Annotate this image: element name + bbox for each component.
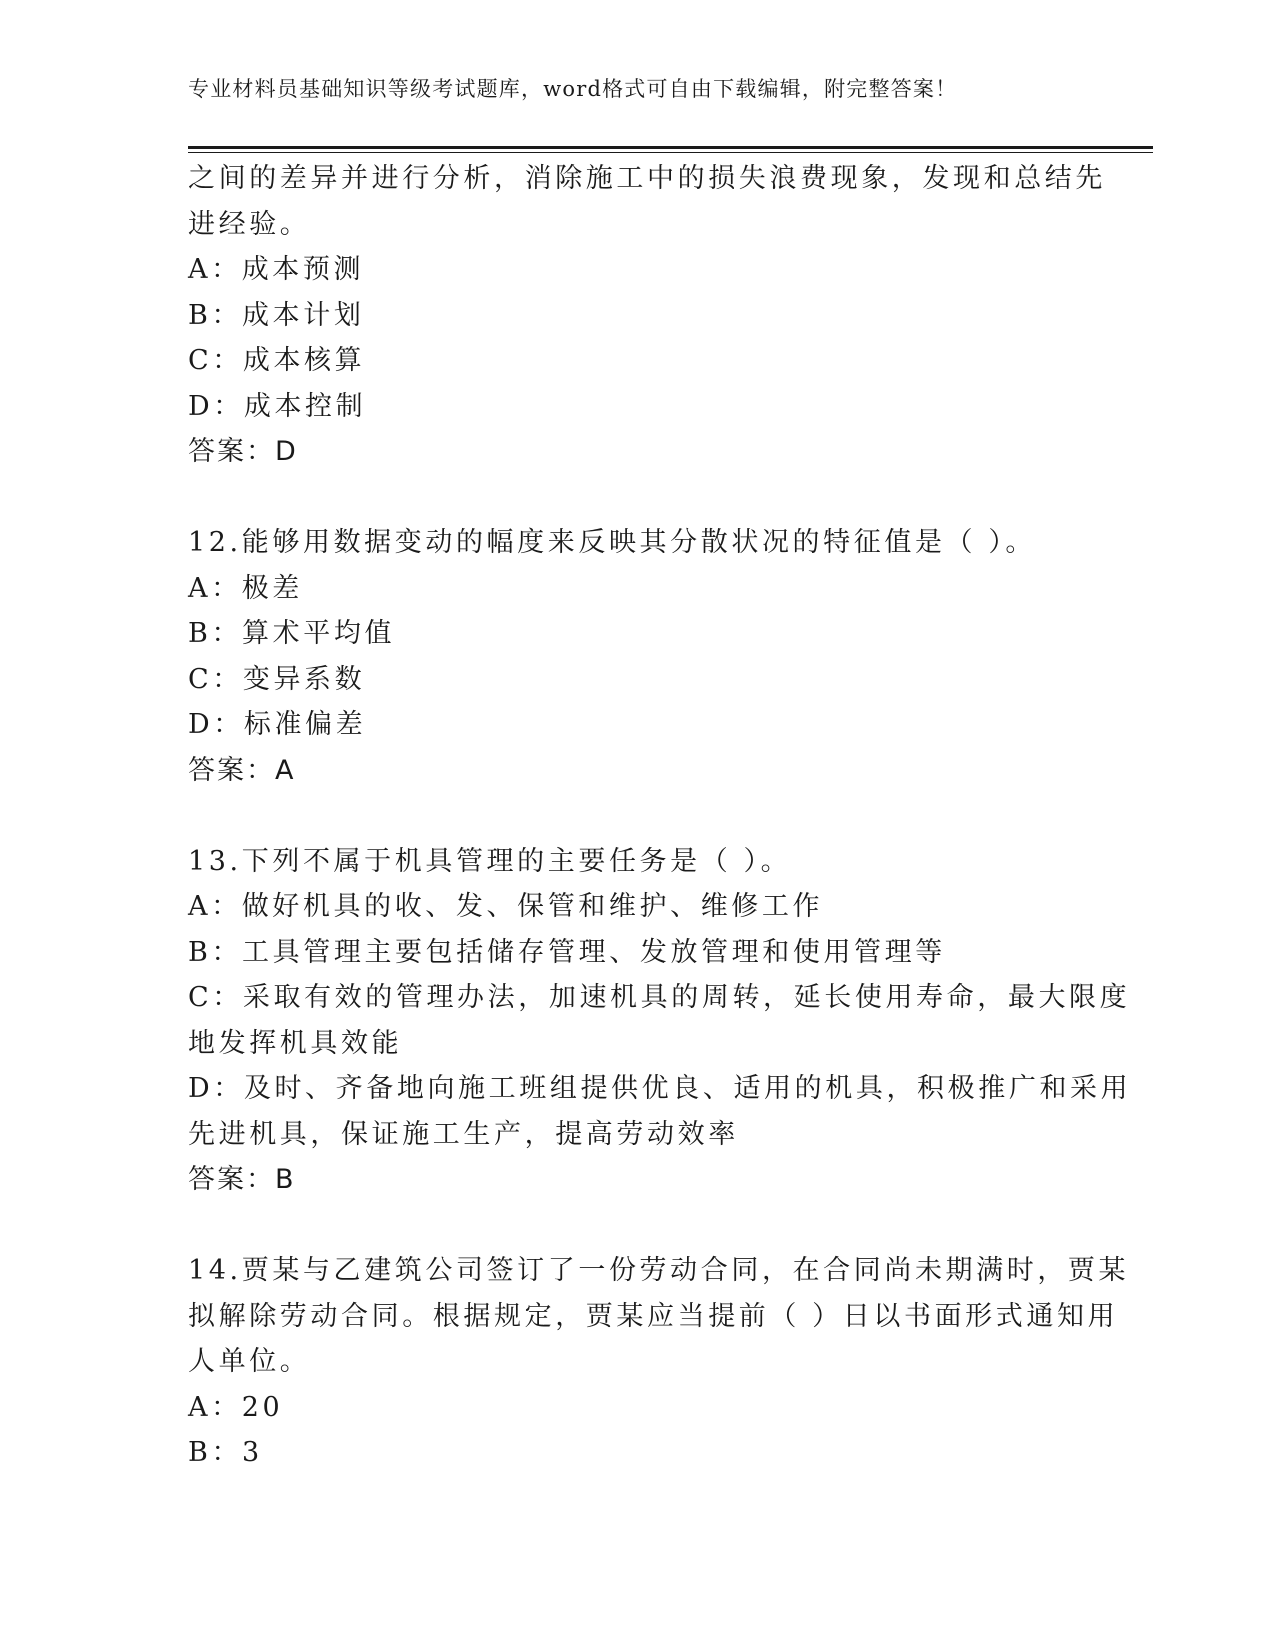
option-d-continued: 先进机具，保证施工生产，提高劳动效率 [188,1118,739,1150]
option-a: A：极差 [188,572,303,604]
spacer [188,793,1088,839]
question-12 [188,520,1088,793]
document-body [188,156,1132,1476]
option-a: A：成本预测 [188,254,365,285]
answer-line: 答案：A [188,754,296,786]
question-stem-line: 人单位。 [188,1346,311,1377]
question-stem-line: 13.下列不属于机具管理的主要任务是（ ）。 [188,845,792,877]
option-b: B：成本计划 [188,299,365,331]
option-b: B：工具管理主要包括储存管理、发放管理和使用管理等 [188,936,946,968]
option-a: A：做好机具的收、发、保管和维护、维修工作 [188,891,824,922]
question-stem-line: 14.贾某与乙建筑公司签订了一份劳动合同，在合同尚未期满时，贾某 [188,1255,1130,1286]
option-c: C：采取有效的管理办法，加速机具的周转，延长使用寿命，最大限度 [188,982,1131,1013]
option-b: B：3 [188,1437,263,1468]
option-d: D：及时、齐备地向施工班组提供优良、适用的机具，积极推广和采用 [188,1073,1132,1104]
option-c: C：成本核算 [188,345,366,376]
page-header: 专业材料员基础知识等级考试题库，word格式可自由下载编辑，附完整答案！ [188,77,958,101]
header-rule-thin [188,152,1153,153]
option-c-continued: 地发挥机具效能 [188,1027,403,1059]
question-14 [188,1248,1130,1476]
spacer [188,475,1088,521]
option-b: B：算术平均值 [188,618,396,649]
option-d: D：标准偏差 [188,709,367,740]
question-11 [188,156,1106,475]
answer-line: 答案：B [188,1164,296,1195]
question-stem-line: 之间的差异并进行分析，消除施工中的损失浪费现象，发现和总结先 [188,163,1106,194]
question-stem-line: 12.能够用数据变动的幅度来反映其分散状况的特征值是（ ）。 [188,527,1037,558]
option-d: D：成本控制 [188,390,367,422]
spacer [188,1203,1088,1249]
question-stem-line: 拟解除劳动合同。根据规定，贾某应当提前（ ）日以书面形式通知用 [188,1300,1119,1332]
header-rule-thick [188,146,1153,149]
question-13 [188,839,1132,1203]
question-stem-line: 进经验。 [188,208,311,240]
option-a: A：20 [188,1391,284,1423]
answer-line: 答案：D [188,436,298,467]
option-c: C：变异系数 [188,663,366,695]
